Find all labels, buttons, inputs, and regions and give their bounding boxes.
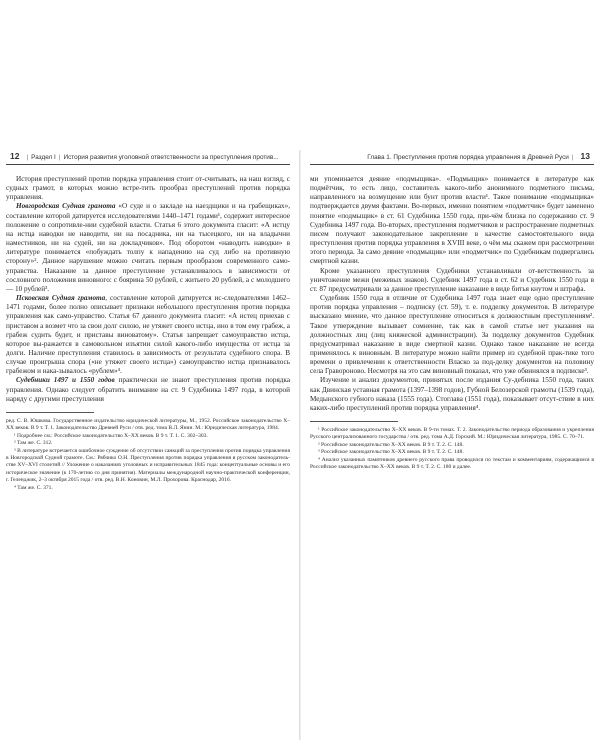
term-novgorod: Новгородская Судная грамота [16, 202, 116, 211]
right-footnote-rule [310, 421, 398, 422]
left-footnote-4: ⁴ Там же. С. 371. [14, 484, 53, 491]
left-body [6, 175, 290, 492]
left-page [6, 150, 290, 740]
right-paragraph-3: Судебник 1550 года в отличие от Судебника 1497 года знает еще одно преступление против порядка управления – подписку (ст. 59), т. е. подделку документов. В литературе высказано мнение, что данное преступление относиться к должностным преступлениям². Такое утверждение вызывает сомнение, так как в самой статье нет указания на должностных лиц (лиц княжеской администрации). За подделку документов Судебник предусматривал наказание в виде смертной казни. Однако такое наказание не всегда применялось к виновным. В литературе можно найти пример из судебной прак-тике того времени о привлечении к ответственности Власко за под-делку документов на половину села Гравороново. Несмотря на это сам виновный показал, что уже обвинялся в подписке³. [310, 294, 594, 376]
right-paragraph-1: ми упоминается деяние «подмыщика». «Подмыщик» понимается в литературе как подмётчик, то есть лицо, составитель какого-либо анонимного подметного письма, направленного на возмущение или бунт против власти¹. Такое понимание «подмыщика» подтверждается двумя фактами. Во-первых, именно понятием «подметчик» будет заменено понятие «подмыщик» в ст. 61 Судебника 1550 года, при-чём близка по содержанию ст. 9 Судебника 1497 года. Во-вторых, преступления подметчиков и распространение подметных писем получают законодательное закрепление в качестве самостоятельного вида преступления против порядка управления в XVIII веке, о чём мы скажем при рассмотрении этого периода. За само деяние «подмыщик» или «подметчик» по Судебникам подвергались смертной казни. [310, 175, 594, 266]
left-paragraph-3: Псковская Судная грамота, составление которой датируется ис-следователями 1462–1471 годами, более полно описывает признаки небольшого преступления против порядка управления как само-управство. Статья 67 данного документа гласит: «А истец приехав с приставом а возмет что за свои долг силою, не утяжет своего истца, ино в том ему грабеж, а грабеж судить будет, и приставы виноватому». Статья запрещает самоуправство истца, которое вы-ражается в самовольном изъятии силой какого-либо имущества от истца за долги. Наличие преступления ставилось в зависимость от результата судебного спора. В случае проигрыша спора («не утяжет своего истца») самоуправство истца признавалось грабежом и нака-зывалось «рублем»⁴. [6, 294, 290, 376]
right-header-title: Преступления против порядка управления в Древней Руси [393, 154, 569, 161]
left-footnote-rule [6, 412, 94, 413]
left-footnote-2: ² Там же. С. 312. [14, 440, 53, 447]
left-page-number: 12 [10, 151, 20, 161]
left-section-label: Раздел I [31, 154, 56, 161]
right-body [310, 175, 594, 472]
left-footnote-cont: ред. С. В. Юшкова. Государственное издательство юридической литературы, М., 1952. Российское законодательство X–XX веков. В 9 т. Т. 1. Законодательство Древней Руси / отв. ред. тома В.Л. Янин. М.: Юридическая литература, 1984. [6, 417, 290, 432]
left-header-title: История развития уголовной ответственности за преступления против... [63, 154, 279, 161]
left-paragraph-2: Новгородская Судная грамота «О суде и о закладе на наездщики и на грабещиках», составление которой датируется исследователями 1440–1471 годами¹, содержит интересное положение о сопротивле-нии судебной власти. Статья 6 этого документа гласит: «А истцу на истца наводки не наводити, ни на посадника, ни на тысецкого, ни на владычни наместников, ни на судей, ни на докладчиков». Под оборотом «наводить наводки» в литературе понимается «побуждать толпу к нападению на суд либо на противную сторону»². Данное нарушение можно считать первым прообразом современного само-управства. Наказание за данное преступление устанавливалось в зависимости от сословного положения виновного: с боярина 50 рублей, с житьего 20 рублей, а с молодшего — 10 рублей³. [6, 202, 290, 293]
left-footnote-1: ¹ Подробнее см.: Российское законодательство X–XX веков. В 9 т. Т. 1. С. 302–303. [14, 432, 208, 439]
book-spread [6, 150, 594, 740]
right-page-number: 13 [580, 151, 590, 161]
left-running-header: 12 | Раздел I | История развития уголовной ответственности за преступления против... [6, 150, 290, 165]
right-footnote-2: ² Российское законодательство X–XX веков. В 9 т. Т. 2. С. 148. [318, 441, 464, 448]
right-footnote-1: ¹ Российское законодательство X–XX веков. В 9-ти томах. Т. 2. Законодательство периода образования и укрепления Русского централизованного государства / отв. ред. тома А.Д. Горский. М.: Юридическая литература, 1985. С. 70–71. [310, 427, 594, 441]
term-sudebniki: Судебники 1497 и 1550 годов [16, 376, 115, 385]
right-paragraph-4: Изучение и анализ документов, принятых после издания Су-дебника 1550 года, таких как Двинская уставная грамота (1397–1398 годов), Губной Белозерской грамоты (1539 года), Медынского губного наказа (1555 года). Стоглава (1551 года), показывает отсут-ствие в них каких-либо преступлений против порядка управления⁴. [310, 376, 594, 412]
term-pskov: Псковская Судная грамота [16, 294, 106, 303]
left-footnote-3: ³ В литературе встречается ошибочное суждение об отсутствии санкций за преступления против порядка управления в Новгородской Судной грамоте. См.: Рябчико О.Н. Преступления против порядка управления в русском законодатель-стве XV–XVI столетий // Уложение о наказаниях уголовных и исправительных 1845 года: концептуальные основы и его историческое значение (к 170-летию со дня принятия). Материалы международной научно-практической конференции, г. Геленджик, 2–3 октября 2015 года / отв. ред. В.Н. Коновин, М.Л. Прохорова. Краснодар, 2016. [6, 447, 290, 484]
left-paragraph-1: История преступлений против порядка управления стоит от-считывать, на наш взгляд, с судных грамот, в которых можно встре-тить прообраз преступлений против порядка управления. [6, 175, 290, 202]
right-footnote-3: ³ Российское законодательство X–XX веков. В 9 т. Т. 2. С. 148. [318, 449, 464, 456]
right-paragraph-2: Кроме указанного преступления Судебники устанавливали от-ветственность за уничтожение межи (межевых знаков). Судебник 1497 года в ст. 62 и Судебник 1550 года в ст. 87 предусматривали за данное преступление наказание в виде битья кнутом и штрафа. [310, 266, 594, 293]
page-gutter [299, 150, 301, 740]
right-chapter-label: Глава 1. [367, 154, 392, 161]
right-running-header: Глава 1. Преступления против порядка управления в Древней Руси | 13 [310, 150, 594, 165]
right-page [310, 150, 594, 740]
left-paragraph-4: Судебники 1497 и 1550 годов практически не знают преступления против порядка управления. Однако следует обратить внимание на ст. 9 Судебника 1497 года, в которой наряду с другими преступления [6, 376, 290, 403]
right-footnote-4: ⁴ Анализ указанных памятников древнего русского права проводился по текстам и комментариям, содержащимся в Российское законодательство X–XX веков. В 9 т. Т. 2. С. 180 и далее. [310, 456, 594, 471]
